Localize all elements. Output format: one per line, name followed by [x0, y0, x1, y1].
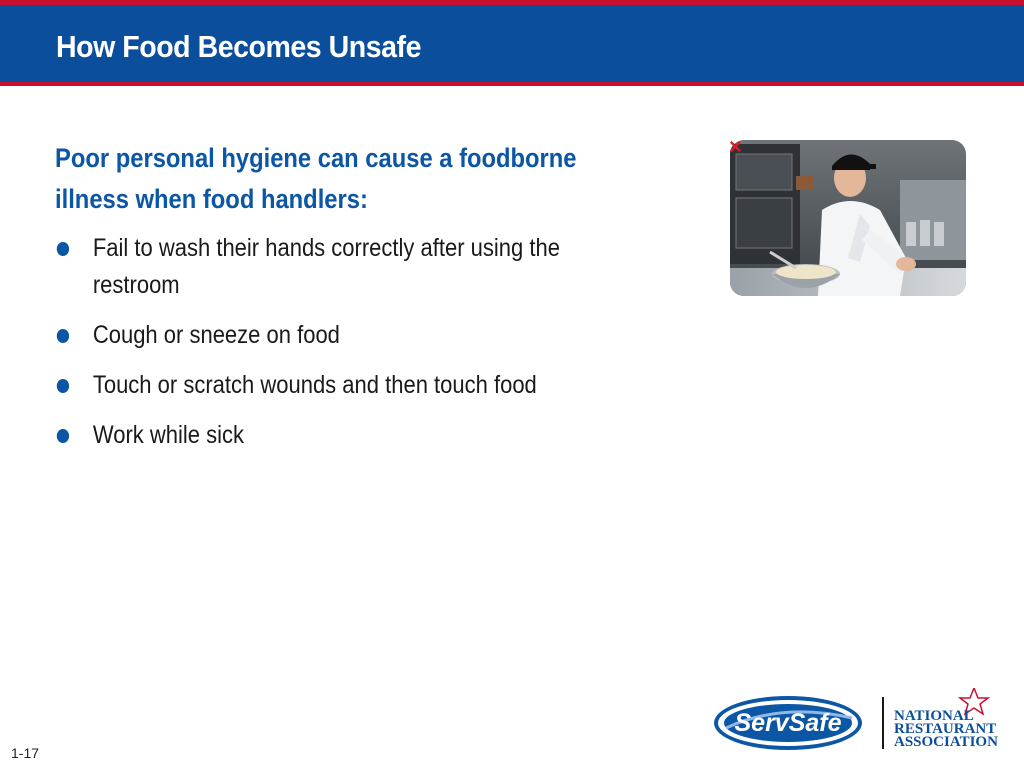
slide-title: How Food Becomes Unsafe: [56, 29, 422, 64]
servsafe-logo-text: ServSafe: [734, 709, 842, 737]
food-handler-photo: [730, 140, 966, 296]
bullet-text: Cough or sneeze on food: [92, 321, 340, 349]
title-bar-accent-rule: [0, 82, 1024, 86]
logo-divider: [882, 697, 884, 749]
bullet-item: [55, 367, 618, 404]
bullet-dot-icon: [57, 429, 69, 443]
bullet-item: [55, 417, 618, 454]
title-bar: [0, 5, 1024, 82]
nra-logo: [890, 688, 1018, 752]
bullet-dot-icon: [57, 379, 69, 393]
incorrect-close-icon: ×: [729, 134, 742, 159]
bullet-item: [55, 317, 618, 354]
bullet-dot-icon: [57, 329, 69, 343]
nra-logo-line-2: RESTAURANT: [894, 721, 997, 737]
lead-text: Poor personal hygiene can cause a foodborne illness when food handlers:: [55, 143, 577, 214]
page-number: 1-17: [11, 745, 40, 761]
nra-logo-line-3: ASSOCIATION: [894, 734, 998, 750]
bullet-text: Work while sick: [92, 421, 245, 449]
bullet-dot-icon: [57, 242, 69, 256]
nra-logo-line-1: NATIONAL: [894, 708, 974, 724]
bullet-list: [55, 230, 618, 467]
servsafe-logo: [712, 692, 872, 754]
bullet-text: Fail to wash their hands correctly after using the restroom: [92, 234, 560, 299]
bullet-text: Touch or scratch wounds and then touch food: [92, 371, 537, 399]
bullet-item: [55, 230, 618, 304]
